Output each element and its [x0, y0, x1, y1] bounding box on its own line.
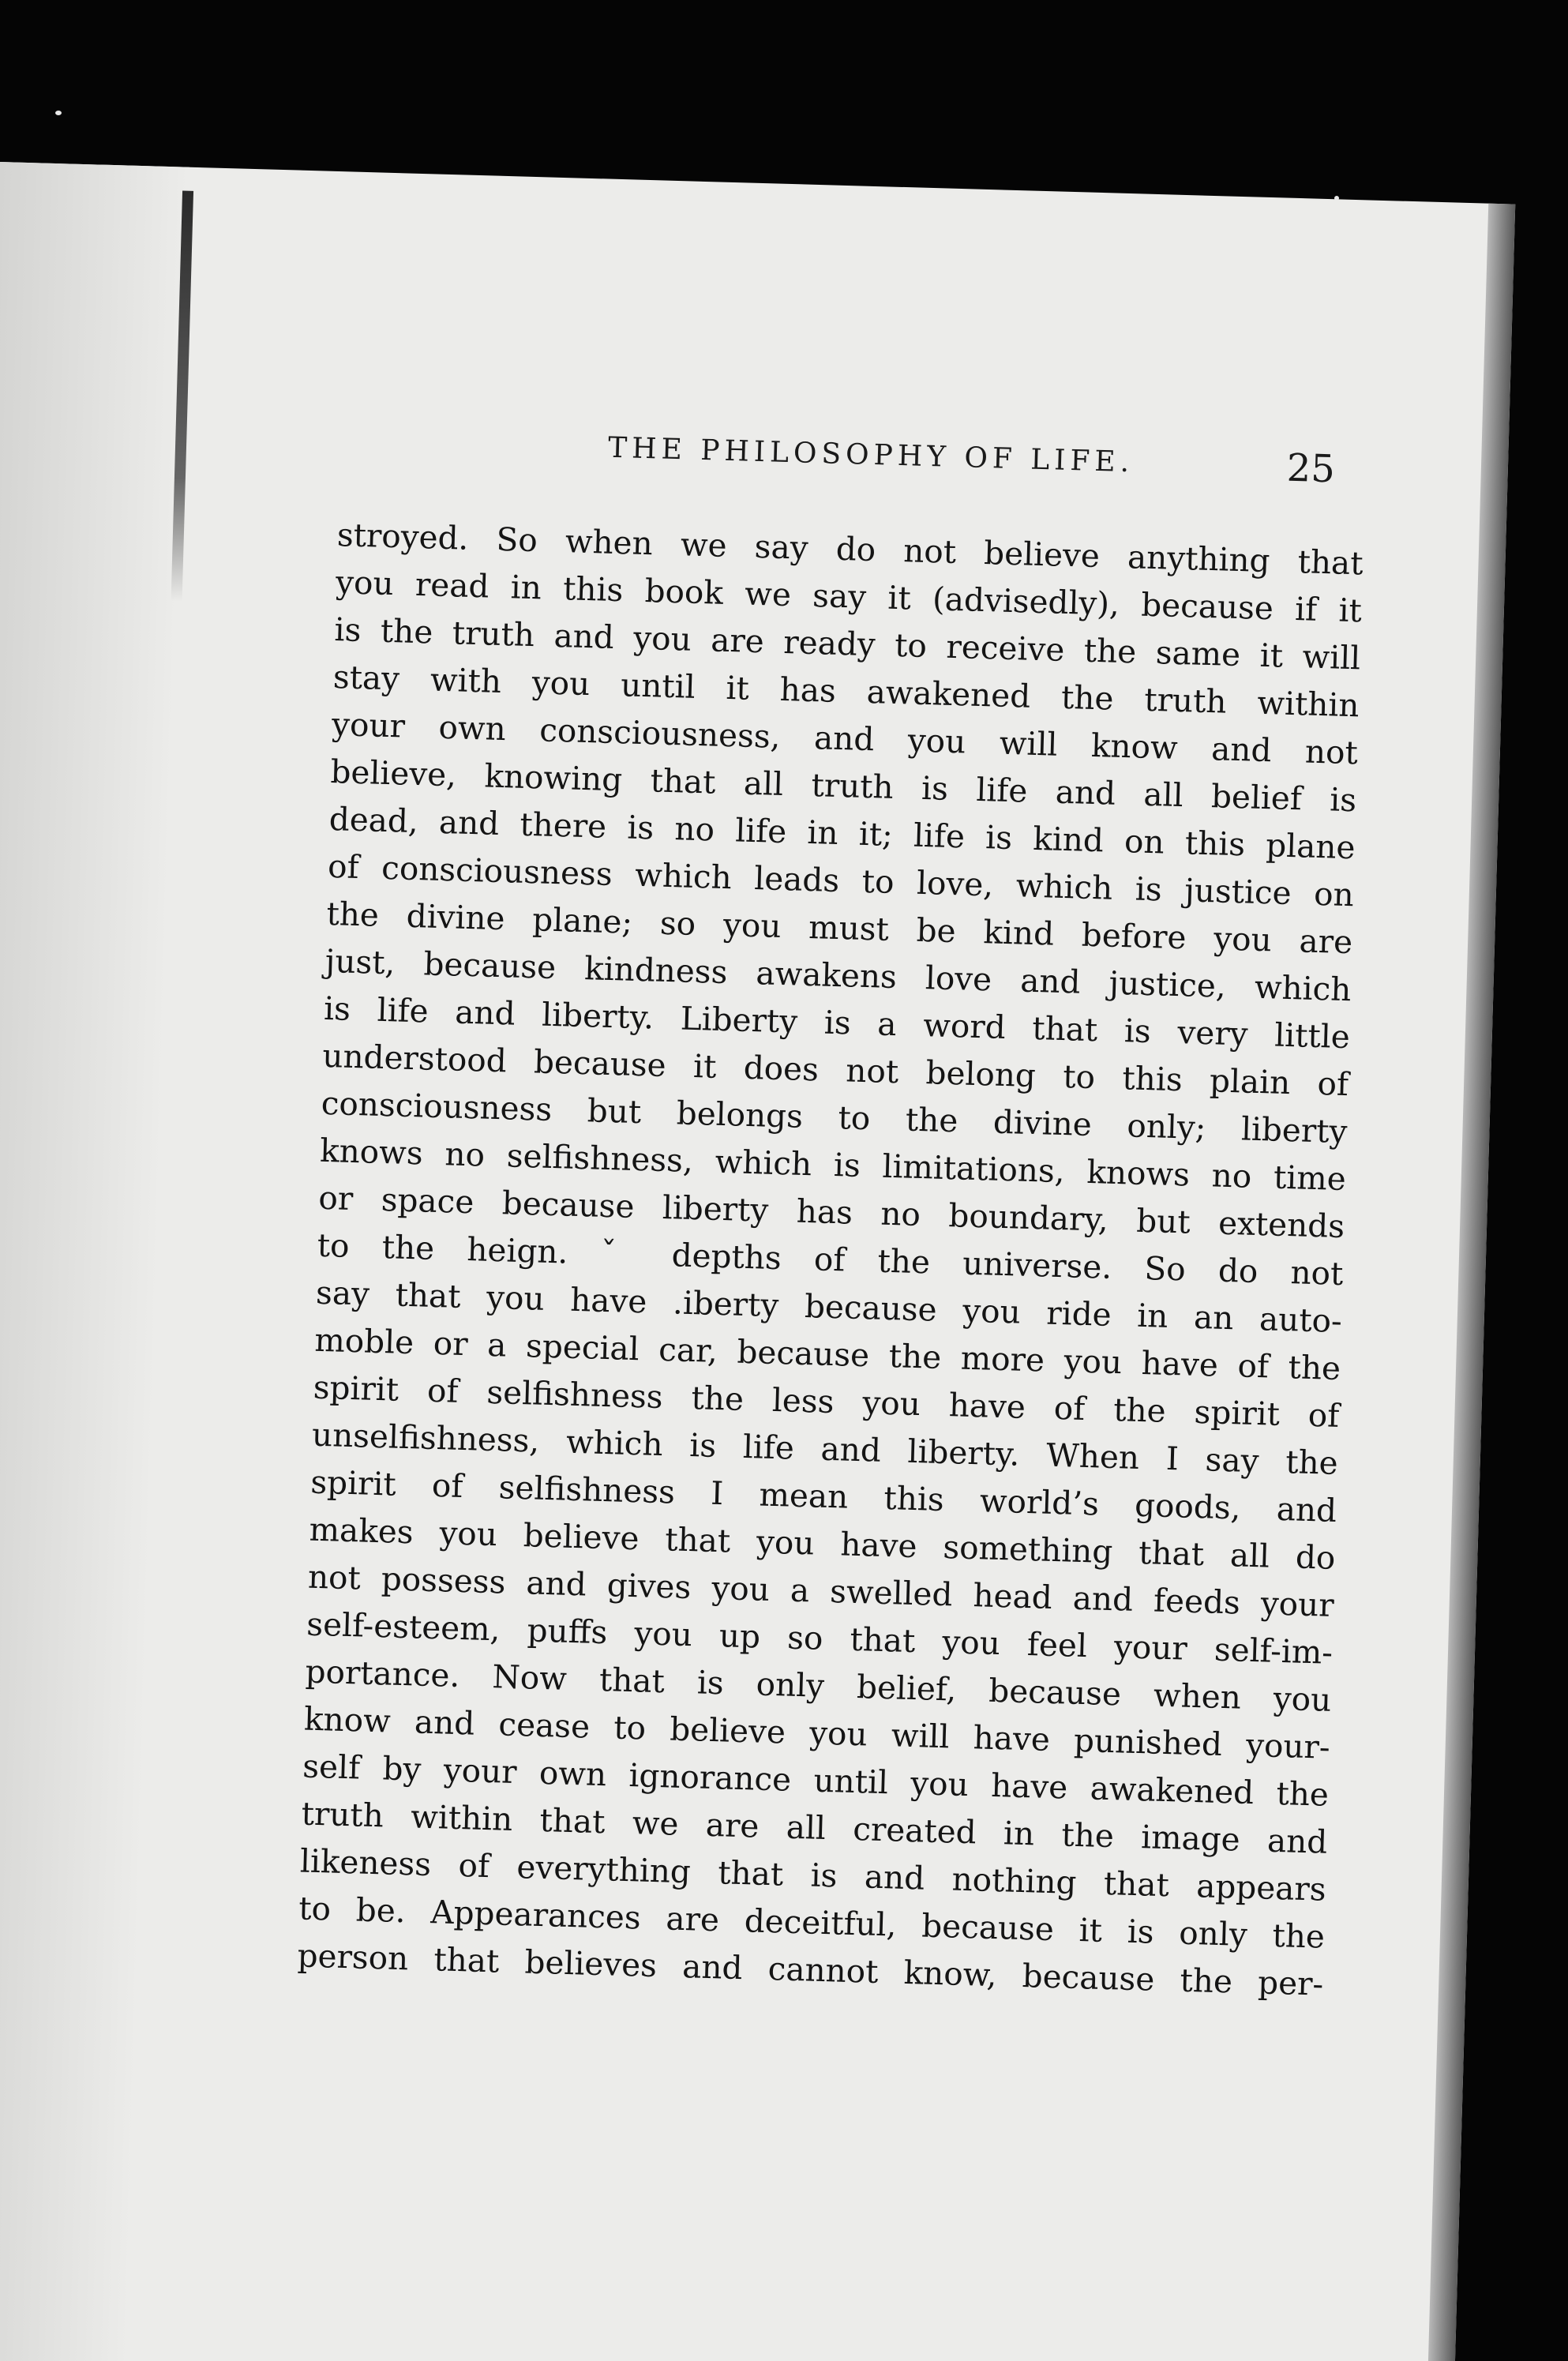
book-page	[0, 162, 1515, 2361]
text-line: you read in this book we say it (advisedly), because if it	[335, 563, 1363, 630]
text-line: dead, and there is no life in it; life is kind on this plane	[328, 799, 1356, 867]
text-line: truth within that we are all created in the image and	[301, 1794, 1328, 1861]
text-line: to be. Appearances are deceitful, because it is only the	[298, 1889, 1326, 1956]
text-line: to the heign. ˇ depths of the universe. So do not	[317, 1226, 1345, 1293]
text-line: spirit of selfishness I mean this world’s goods, and	[309, 1462, 1337, 1530]
page-gutter-shadow	[0, 162, 189, 2361]
text-line: of consciousness which leads to love, which is justice on	[327, 846, 1355, 914]
dust-speck	[55, 111, 62, 115]
text-line: understood because it does not belong to this plain of	[321, 1036, 1349, 1104]
text-line: or space because liberty has no boundary, but extends	[317, 1178, 1345, 1246]
text-line: your own consciousness, and you will know and not	[331, 705, 1359, 772]
text-line: say that you have .iberty because you ride in an auto-	[315, 1273, 1343, 1341]
text-line: not possess and gives you a swelled head and feeds your	[307, 1557, 1335, 1624]
text-line: is life and liberty. Liberty is a word that is very little	[323, 989, 1351, 1057]
text-line: self-esteem, puffs you up so that you feel your self-im-	[306, 1605, 1334, 1672]
running-title: THE PHILOSOPHY OF LIFE.	[607, 431, 1135, 479]
page-right-edge	[1427, 204, 1516, 2361]
text-line: stroyed. So when we say do not believe anything that	[336, 516, 1364, 583]
body-text	[297, 511, 1364, 2008]
text-line: moble or a special car, because the more you have of the	[313, 1320, 1341, 1387]
text-line: the divine plane; so you must be kind before you are	[325, 894, 1353, 962]
text-line: unselfishness, which is life and liberty. When I say the	[311, 1415, 1339, 1482]
text-line: consciousness but belongs to the divine only; liberty	[321, 1083, 1349, 1151]
text-line: self by your own ignorance until you have awakened the	[302, 1747, 1330, 1814]
text-line: know and cease to believe you will have punished your-	[303, 1699, 1331, 1766]
text-line: is the truth and you are ready to receive the same it will	[333, 610, 1361, 678]
text-line: stay with you until it has awakened the truth within	[332, 658, 1360, 725]
text-line: just, because kindness awakens love and justice, which	[324, 941, 1352, 1009]
text-line: makes you believe that you have something that all do	[309, 1510, 1336, 1577]
page-number: 25	[1286, 445, 1336, 492]
text-line: knows no selfishness, which is limitations, knows no time	[319, 1131, 1347, 1199]
text-line: believe, knowing that all truth is life and all belief is	[329, 752, 1357, 820]
text-line: likeness of everything that is and nothing that appears	[299, 1841, 1327, 1909]
text-line: portance. Now that is only belief, because when you	[305, 1652, 1332, 1719]
text-line: spirit of selfishness the less you have of the spirit of	[313, 1368, 1340, 1435]
text-line: person that believes and cannot know, because the per-	[297, 1936, 1324, 2003]
